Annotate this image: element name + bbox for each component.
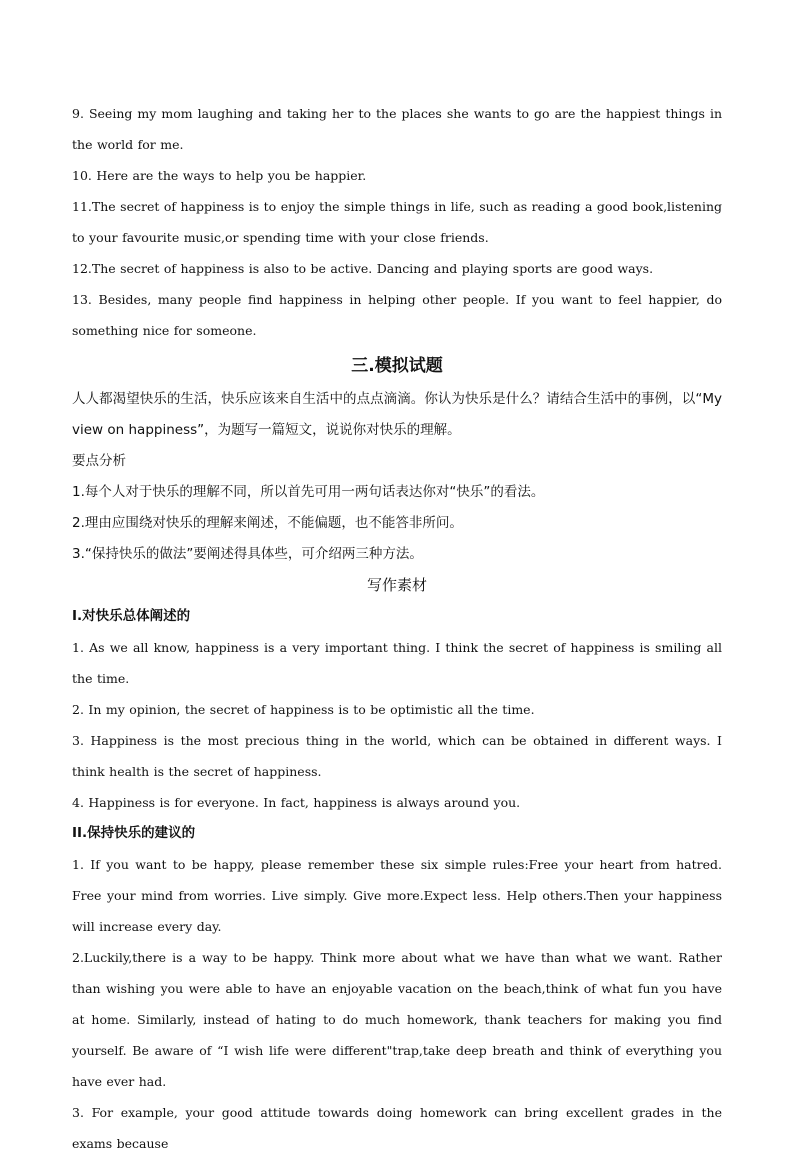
materials-part2-item-1: 1. If you want to be happy, please remember these six simple rules:Free your heart from hatred. Free your mind from worries. Live simply. Give more.Expect less. Help others.Then your happiness will increase every day. <box>72 857 722 934</box>
materials-part2-item-3: 3. For example, your good attitude towards doing homework can bring excellent grades in the exams because <box>72 1105 722 1151</box>
materials-part1-item-2: 2. In my opinion, the secret of happiness is to be optimistic all the time. <box>72 702 535 717</box>
document-page <box>72 98 722 1159</box>
analysis-point-2: 2.理由应围绕对快乐的理解来阐述，不能偏题，也不能答非所问。 <box>72 515 463 531</box>
analysis-point-1: 1.每个人对于快乐的理解不同，所以首先可用一两句话表达你对“快乐”的看法。 <box>72 484 545 500</box>
sentence-11: 11.The secret of happiness is to enjoy the simple things in life, such as reading a good book,listening to your favourite music,or spending time with your close friends. <box>72 199 722 245</box>
materials-part1-item-1: 1. As we all know, happiness is a very important thing. I think the secret of happiness is smiling all the time. <box>72 640 722 686</box>
materials-part1-item-4: 4. Happiness is for everyone. In fact, happiness is always around you. <box>72 795 521 810</box>
writing-prompt: 人人都渴望快乐的生活，快乐应该来自生活中的点点滴滴。你认为快乐是什么？请结合生活中的事例，以“My view on happiness”，为题写一篇短文，说说你对快乐的理解。 <box>72 391 722 438</box>
section-title: 三.模拟试题 <box>351 356 443 376</box>
sentence-12: 12.The secret of happiness is also to be active. Dancing and playing sports are good ways. <box>72 261 654 276</box>
materials-part1-heading: I.对快乐总体阐述的 <box>72 608 191 624</box>
analysis-point-3: 3.“保持快乐的做法”要阐述得具体些，可介绍两三种方法。 <box>72 546 423 562</box>
materials-part1-item-3: 3. Happiness is the most precious thing in the world, which can be obtained in different ways. I think health is the secret of happiness. <box>72 733 722 779</box>
materials-part2-heading: II.保持快乐的建议的 <box>72 825 196 841</box>
materials-part2-item-2: 2.Luckily,there is a way to be happy. Think more about what we have than what we want. Rather than wishing you were able to have an enjoyable vacation on the beach,think of what fun you have at home. Similarly, instead of hating to do much homework, thank teachers for making you find yourself. Be aware of “I wish life were different"trap,take deep breath and think of everything you have ever had. <box>72 950 722 1089</box>
sentence-10: 10. Here are the ways to help you be happier. <box>72 168 367 183</box>
analysis-label: 要点分析 <box>72 453 126 469</box>
sentence-13: 13. Besides, many people find happiness in helping other people. If you want to feel happier, do something nice for someone. <box>72 292 722 338</box>
sentence-9: 9. Seeing my mom laughing and taking her to the places she wants to go are the happiest things in the world for me. <box>72 106 722 152</box>
materials-title: 写作素材 <box>366 576 427 594</box>
